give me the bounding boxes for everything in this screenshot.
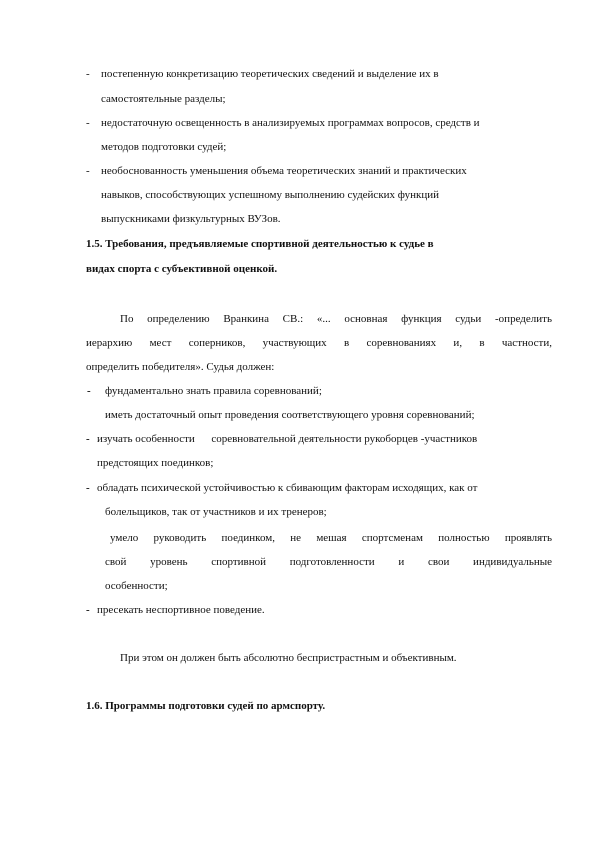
list-item-line: необоснованность уменьшения объема теоретических знаний и практических [101, 165, 467, 177]
list-item-line: навыков, способствующих успешному выполнению судейских функций [101, 189, 440, 201]
list-item-line: недостаточную освещенность в анализируемых программах вопросов, средств и [101, 117, 480, 129]
section-heading: видах спорта с субъективной оценкой. [86, 263, 278, 275]
list-dash: - [86, 433, 90, 445]
list-item-line: самостоятельные разделы; [101, 93, 226, 105]
list-item-line: особенности; [105, 580, 168, 592]
list-item-line: иметь достаточный опыт проведения соответствующего уровня соревнований; [105, 409, 475, 421]
list-item-line: болельщиков, так от участников и их тренеров; [105, 506, 327, 518]
list-item-line: методов подготовки судей; [101, 141, 227, 153]
section-heading: 1.6. Программы подготовки судей по армспорту. [86, 700, 326, 712]
list-item-line: пресекать неспортивное поведение. [97, 604, 265, 616]
list-item-line: постепенную конкретизацию теоретических сведений и выделение их в [101, 68, 439, 80]
list-dash: - [86, 117, 90, 129]
list-item-line: умело руководить поединком, не мешая спортсменам полностью проявлять [110, 532, 552, 544]
paragraph-line: определить победителя». Судья должен: [86, 361, 275, 373]
list-dash: - [86, 68, 90, 80]
list-item-line: свой уровень спортивной подготовленности и свои индивидуальные [105, 556, 552, 568]
list-dash: - [87, 385, 91, 397]
list-dash: - [86, 482, 90, 494]
paragraph-line: По определению Вранкина СВ.: «... основная функция судьи -определить [120, 313, 552, 325]
list-item-line: выпускниками физкультурных ВУЗов. [101, 213, 281, 225]
list-item-line: изучать особенности соревновательной деятельности рукоборцев -участников [97, 433, 478, 445]
list-item-line: обладать психической устойчивостью к сбивающим факторам исходящих, как от [97, 482, 478, 494]
section-heading: 1.5. Требования, предъявляемые спортивной деятельностью к судье в [86, 238, 434, 250]
list-dash: - [86, 604, 90, 616]
paragraph-line: иерархию мест соперников, участвующих в соревнованиях и, в частности, [86, 337, 552, 349]
list-item-line: фундаментально знать правила соревнований; [105, 385, 322, 397]
list-item-line: предстоящих поединков; [97, 457, 214, 469]
closing-paragraph: При этом он должен быть абсолютно беспристрастным и объективным. [120, 652, 457, 664]
list-dash: - [86, 165, 90, 177]
